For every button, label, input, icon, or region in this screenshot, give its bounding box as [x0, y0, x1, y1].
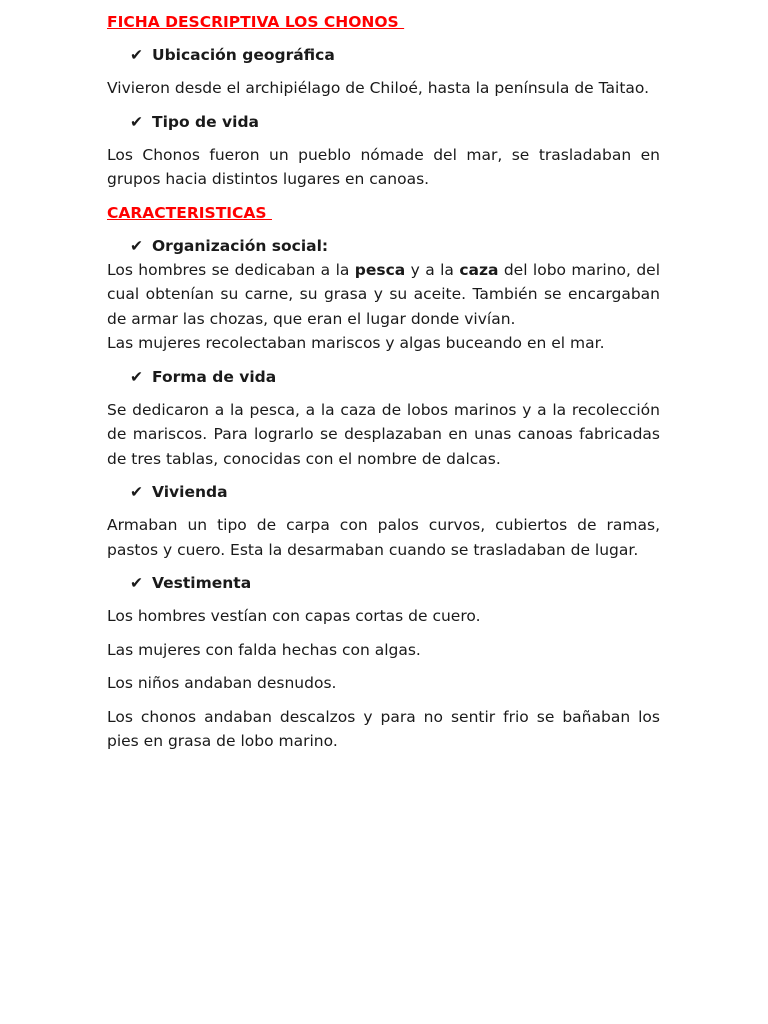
heading-ubicacion: [130, 43, 660, 67]
heading-ubicacion-label: Ubicación geográfica: [152, 46, 335, 64]
paragraph-vestimenta-4: Los chonos andaban descalzos y para no sentir frio se bañaban los pies en grasa de lobo marino.: [107, 707, 660, 750]
heading-organizacion-label: Organización social:: [152, 236, 329, 255]
paragraph-organizacion-women: Las mujeres recolectaban mariscos y algas buceando en el mar.: [107, 334, 605, 352]
org-text-1: Los hombres se dedicaban a la: [107, 260, 355, 279]
org-text-3: del lobo marino, del cual obtenían su carne, su grasa y su aceite. También se encargaban de armar las chozas, que eran el lugar donde vivían.: [107, 260, 660, 328]
paragraph-vivienda: Armaban un tipo de carpa con palos curvos, cubiertos de ramas, pastos y cuero. Esta la desarmaban cuando se trasladaban de lugar.: [107, 516, 660, 559]
document-page: [107, 10, 660, 763]
org-text-2: y a la: [405, 260, 460, 279]
org-bold-caza: caza: [459, 260, 499, 279]
checkmark-icon: ✔: [130, 112, 143, 131]
checkmark-icon: ✔: [130, 574, 143, 592]
checkmark-icon: ✔: [130, 46, 143, 64]
heading-vivienda-label: Vivienda: [152, 483, 228, 501]
checkmark-icon: ✔: [130, 236, 143, 255]
paragraph-tipo: Los Chonos fueron un pueblo nómade del mar, se trasladaban en grupos hacia distintos lugares en canoas.: [107, 145, 660, 188]
paragraph-vestimenta-3: Los niños andaban desnudos.: [107, 674, 337, 692]
paragraph-forma: Se dedicaron a la pesca, a la caza de lobos marinos y a la recolección de mariscos. Para lograrlo se desplazaban en unas canoas fabricadas de tres tablas, conocidas con el nombre de dalcas.: [107, 400, 660, 468]
heading-forma-label: Forma de vida: [152, 367, 277, 386]
checkmark-icon: ✔: [130, 367, 143, 386]
heading-organizacion: [130, 234, 660, 258]
checkmark-icon: ✔: [130, 483, 143, 501]
paragraph-ubicacion: Vivieron desde el archipiélago de Chiloé, hasta la península de Taitao.: [107, 79, 650, 97]
heading-tipo: [130, 110, 660, 134]
heading-tipo-label: Tipo de vida: [152, 112, 260, 131]
heading-vestimenta: [130, 571, 660, 595]
heading-vivienda: [130, 480, 660, 504]
paragraph-vestimenta-1: Los hombres vestían con capas cortas de cuero.: [107, 607, 481, 625]
heading-vestimenta-label: Vestimenta: [152, 574, 252, 592]
org-bold-pesca: pesca: [354, 260, 406, 279]
document-title: FICHA DESCRIPTIVA LOS CHONOS: [107, 13, 405, 31]
paragraph-vestimenta-2: Las mujeres con falda hechas con algas.: [107, 640, 421, 659]
section-title: CARACTERISTICAS: [107, 203, 272, 222]
heading-forma: [130, 365, 660, 389]
paragraph-organizacion-men: [107, 258, 660, 332]
